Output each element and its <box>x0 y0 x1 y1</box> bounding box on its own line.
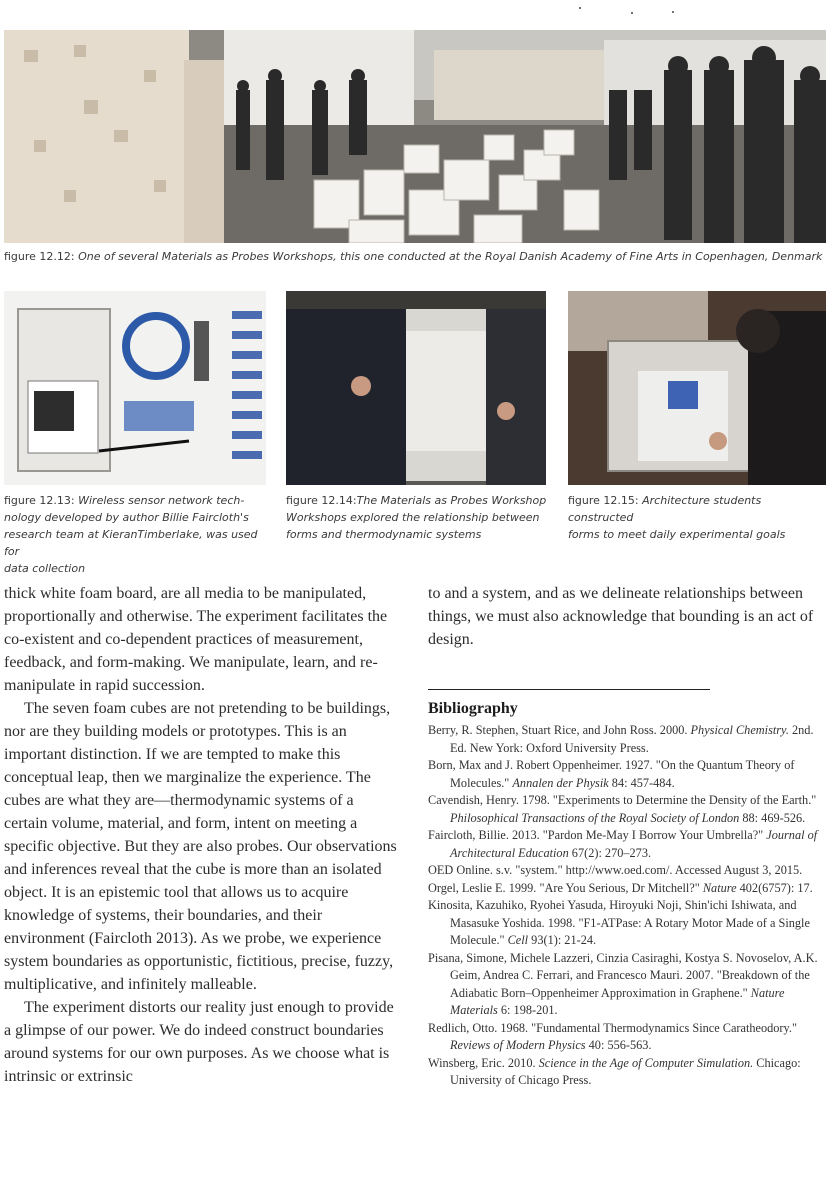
figure-12-13-photo <box>4 291 266 485</box>
figure-label: figure 12.13: <box>4 494 75 507</box>
entry-source: Science in the Age of Computer Simulation. <box>538 1055 754 1070</box>
caption-line: research team at KieranTimberlake, was used for <box>4 528 258 558</box>
caption-line: Workshops explored the relationship between <box>286 511 540 524</box>
entry-text: 402(6757): 17. <box>736 880 813 895</box>
entry-text: 84: 457-484. <box>608 775 675 790</box>
bibliography-rule <box>428 689 710 690</box>
entry-text: Winsberg, Eric. 2010. <box>428 1055 539 1070</box>
figure-12-15-caption <box>568 492 826 543</box>
bibliography-entry <box>428 827 826 862</box>
caption-line: forms to meet daily experimental goals <box>568 528 786 541</box>
entry-source: Nature Materials <box>450 985 785 1017</box>
scan-speck <box>579 7 581 9</box>
entry-text: 67(2): 270–273. <box>568 845 652 860</box>
figure-12-12-caption <box>4 248 826 265</box>
entry-text: 88: 469-526. <box>739 810 806 825</box>
body-paragraph: The seven foam cubes are not pretending to be buildings, nor are they building models or prototypes. This is an important distinction. If we are tempted to make this conceptual leap, then we marginalize the experience. The cubes are what they are—thermodynamic systems of a certain volume, material, and form, intent on meeting a specific objective. But they are also probes. Our observations and inferences reveal that the cube is more than an isolated object. It is an epistemic tool that allows us to acquire knowledge of systems, their boundaries, and their environment (Faircloth 2013). As we probe, we experience system boundaries as opportunistic, fictitious, precise, fuzzy, multiplicative, and infinitely malleable. <box>4 700 397 993</box>
figure-12-14-photo <box>286 291 546 485</box>
entry-text: 2nd. Ed. New York: Oxford University Press. <box>450 723 814 755</box>
figure-caption-text: One of several Materials as Probes Workshops, this one conducted at the Royal Danish Academy of Fine Arts in Copenhagen, Denmark <box>78 250 823 263</box>
entry-text: OED Online. s.v. "system." http://www.oed.com/. Accessed August 3, 2015. <box>428 863 803 877</box>
entry-source: Physical Chemistry. <box>690 723 789 737</box>
entry-text: Cavendish, Henry. 1798. "Experiments to Determine the Density of the Earth." <box>428 793 817 807</box>
figure-label: figure 12.15: <box>568 494 639 507</box>
bibliography-entry <box>428 792 826 827</box>
bibliography-list <box>428 722 826 1090</box>
entry-text: Berry, R. Stephen, Stuart Rice, and John Ross. 2000. <box>428 723 691 737</box>
entry-source: Philosophical Transactions of the Royal Society of London <box>450 810 740 825</box>
right-body-column <box>428 582 826 651</box>
entry-text: 93(1): 21-24. <box>528 933 597 947</box>
entry-text: 6: 198-201. <box>497 1003 558 1017</box>
figure-12-14-caption <box>286 492 552 543</box>
bibliography-entry <box>428 1020 826 1055</box>
caption-line: forms and thermodynamic systems <box>286 528 482 541</box>
left-body-column <box>4 582 400 1088</box>
caption-line: nology developed by author Billie Faircloth's <box>4 511 249 524</box>
body-paragraph: The experiment distorts our reality just enough to provide a glimpse of our power. We do indeed construct boundaries around systems for our own purposes. As we choose what is intrinsic or extrinsic <box>4 999 394 1085</box>
caption-line: Wireless sensor network tech- <box>78 494 245 507</box>
entry-text: Pisana, Simone, Michele Lazzeri, Cinzia Casiraghi, Kostya S. Novoselov, A.K. Geim, Andrea C. Ferrari, and Francesco Mauri. 2007. "Breakdown of the Adiabatic Born–Oppenheimer Approximation in Graphene." <box>428 950 818 1000</box>
entry-source: Cell <box>507 933 529 947</box>
bibliography-entry <box>428 1055 826 1090</box>
figure-label: figure 12.12: <box>4 250 75 263</box>
bibliography-entry <box>428 862 826 880</box>
bibliography-entry <box>428 950 826 1020</box>
entry-source: Annalen der Physik <box>512 775 609 790</box>
scan-speck <box>672 11 674 13</box>
bibliography-entry <box>428 722 826 757</box>
caption-line: data collection <box>4 562 86 575</box>
bibliography-entry <box>428 897 826 950</box>
entry-text: Faircloth, Billie. 2013. "Pardon Me-May I Borrow Your Umbrella?" <box>428 828 767 842</box>
bibliography-entry <box>428 880 826 898</box>
body-paragraph: to and a system, and as we delineate relationships between things, we must also acknowledge that bounding is an act of design. <box>428 585 814 648</box>
bibliography-title: Bibliography <box>428 700 518 717</box>
figure-12-12-photo <box>4 30 826 243</box>
entry-source: Journal of Architectural Education <box>450 828 818 860</box>
bibliography-entry <box>428 757 826 792</box>
entry-text: Kinosita, Kazuhiko, Ryohei Yasuda, Hiroyuki Noji, Shin'ichi Ishiwata, and Masasuke Yoshida. 1998. "F1-ATPase: A Rotary Motor Made of a Single Molecule." <box>428 898 810 947</box>
entry-text: Redlich, Otto. 1968. "Fundamental Thermodynamics Since Caratheodory." <box>428 1020 797 1035</box>
entry-text: Born, Max and J. Robert Oppenheimer. 1927. "On the Quantum Theory of Molecules." <box>428 758 795 790</box>
entry-text: 40: 556-563. <box>585 1038 652 1052</box>
entry-source: Reviews of Modern Physics <box>450 1038 586 1052</box>
entry-source: Nature <box>702 880 737 895</box>
scan-speck <box>631 12 633 14</box>
caption-line: Architecture students constructed <box>568 494 762 524</box>
entry-text: Orgel, Leslie E. 1999. "Are You Serious, Dr Mitchell?" <box>428 880 703 895</box>
caption-line: The Materials as Probes Workshop <box>356 494 547 507</box>
figure-label: figure 12.14: <box>286 494 357 507</box>
figure-12-15-photo <box>568 291 826 485</box>
body-paragraph: thick white foam board, are all media to be manipulated, proportionally and otherwise. The experiment facilitates the co-existent and co-dependent practices of measurement, feedback, and form-making. We manipulate, learn, and re-manipulate in rapid succession. <box>4 585 388 694</box>
entry-text: Chicago: University of Chicago Press. <box>450 1055 801 1087</box>
figure-12-13-caption <box>4 492 270 577</box>
